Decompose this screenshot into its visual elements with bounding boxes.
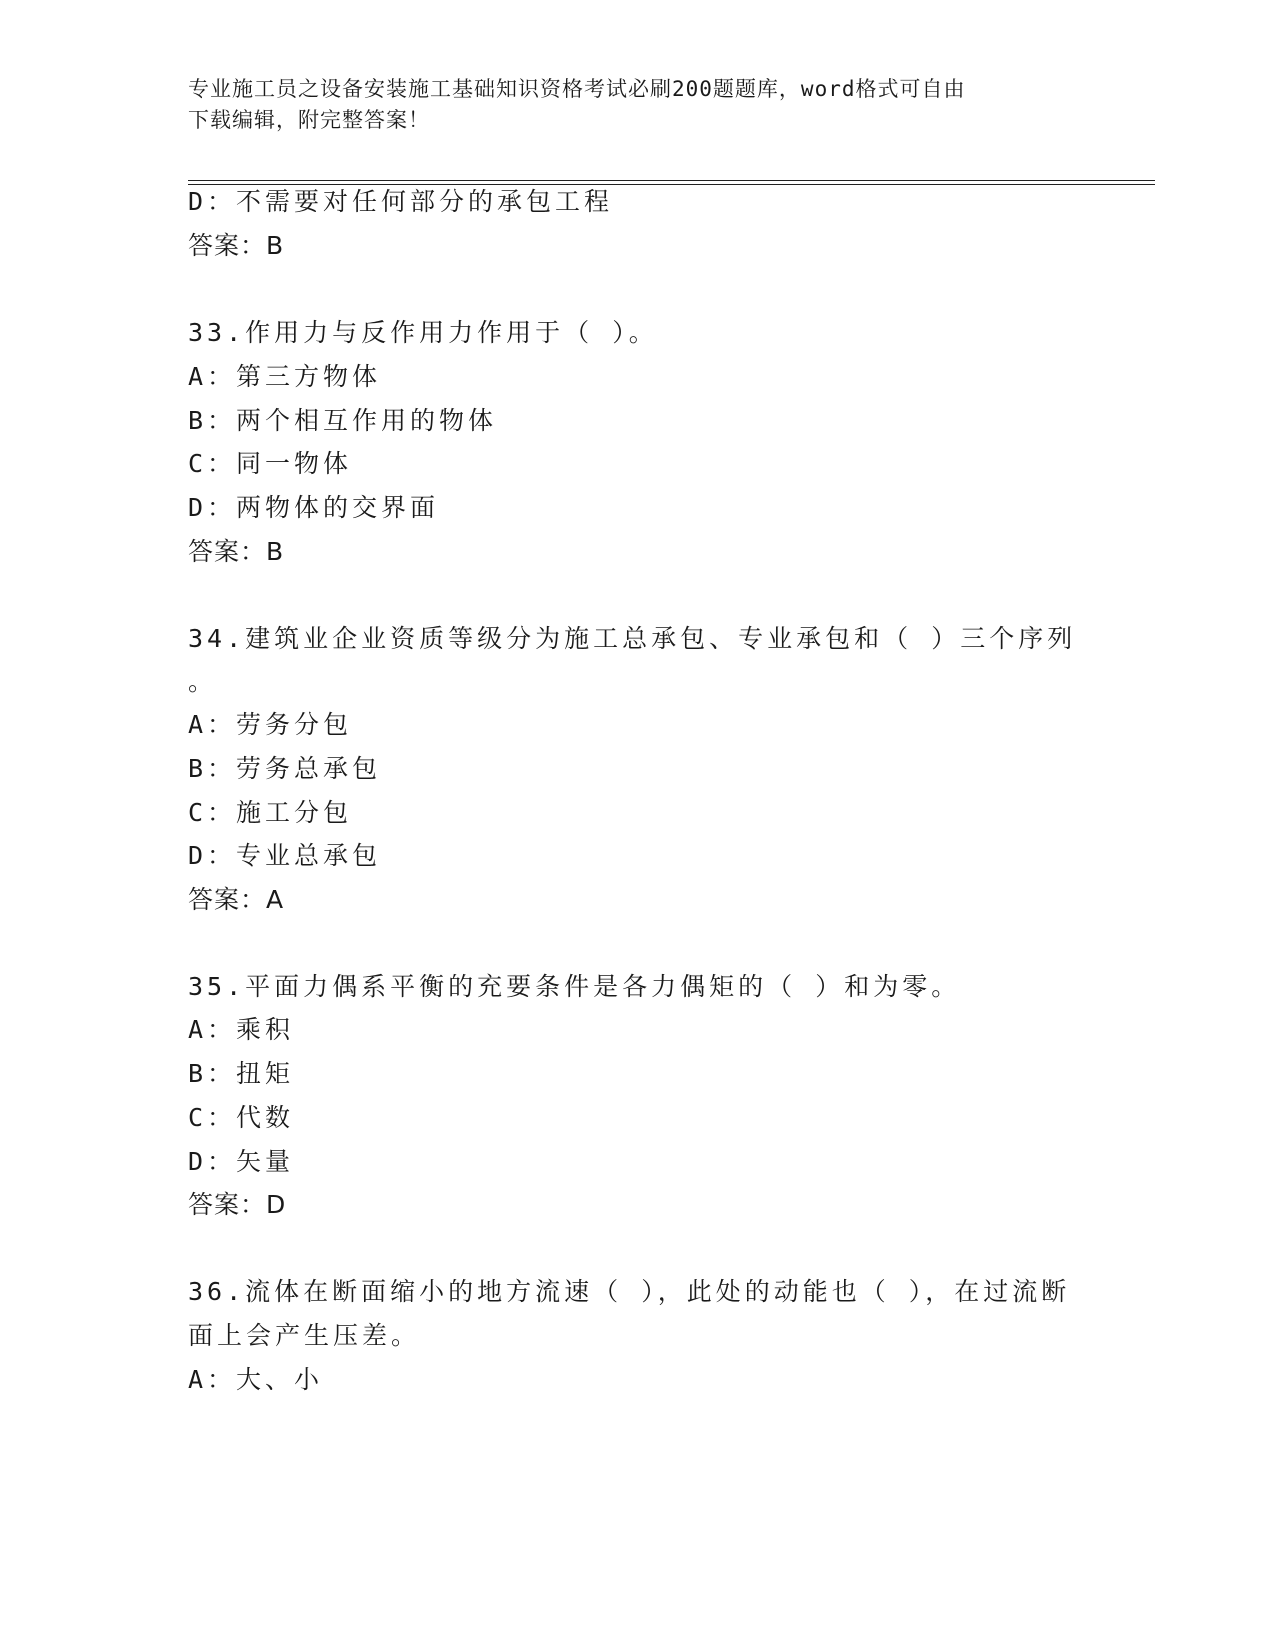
header-line-2: 下载编辑，附完整答案！	[188, 108, 430, 132]
answer: 答案：D	[188, 1190, 287, 1219]
header-divider-top	[188, 180, 1155, 181]
question-stem-line-2: 。	[188, 667, 218, 696]
option-b: B：扭矩	[188, 1059, 295, 1088]
option-c: C：施工分包	[188, 798, 353, 827]
option-c: C：代数	[188, 1103, 295, 1132]
option-a: A：乘积	[188, 1015, 295, 1044]
question-stem-line-1: 34.建筑业企业资质等级分为施工总承包、专业承包和（ ）三个序列	[188, 624, 1077, 653]
question-stem: 33.作用力与反作用力作用于（ ）。	[188, 318, 658, 347]
option-d: D：不需要对任何部分的承包工程	[188, 187, 614, 216]
option-c: C：同一物体	[188, 449, 353, 478]
option-a: A：劳务分包	[188, 710, 353, 739]
option-b: B：两个相互作用的物体	[188, 406, 498, 435]
option-d: D：两物体的交界面	[188, 493, 440, 522]
answer: 答案：B	[188, 231, 285, 260]
option-d: D：矢量	[188, 1147, 295, 1176]
answer: 答案：B	[188, 537, 285, 566]
option-d: D：专业总承包	[188, 841, 382, 870]
header-divider-bottom	[188, 184, 1155, 185]
option-a: A：大、小	[188, 1365, 324, 1394]
question-stem: 35.平面力偶系平衡的充要条件是各力偶矩的（ ）和为零。	[188, 972, 961, 1001]
option-a: A：第三方物体	[188, 362, 382, 391]
option-b: B：劳务总承包	[188, 754, 382, 783]
header-text	[188, 74, 1088, 136]
question-stem-line-2: 面上会产生压差。	[188, 1321, 421, 1350]
header-line-1: 专业施工员之设备安装施工基础知识资格考试必刷200题题库，word格式可自由	[188, 77, 966, 101]
question-stem-line-1: 36.流体在断面缩小的地方流速（ ），此处的动能也（ ），在过流断	[188, 1277, 1071, 1306]
answer: 答案：A	[188, 885, 285, 914]
